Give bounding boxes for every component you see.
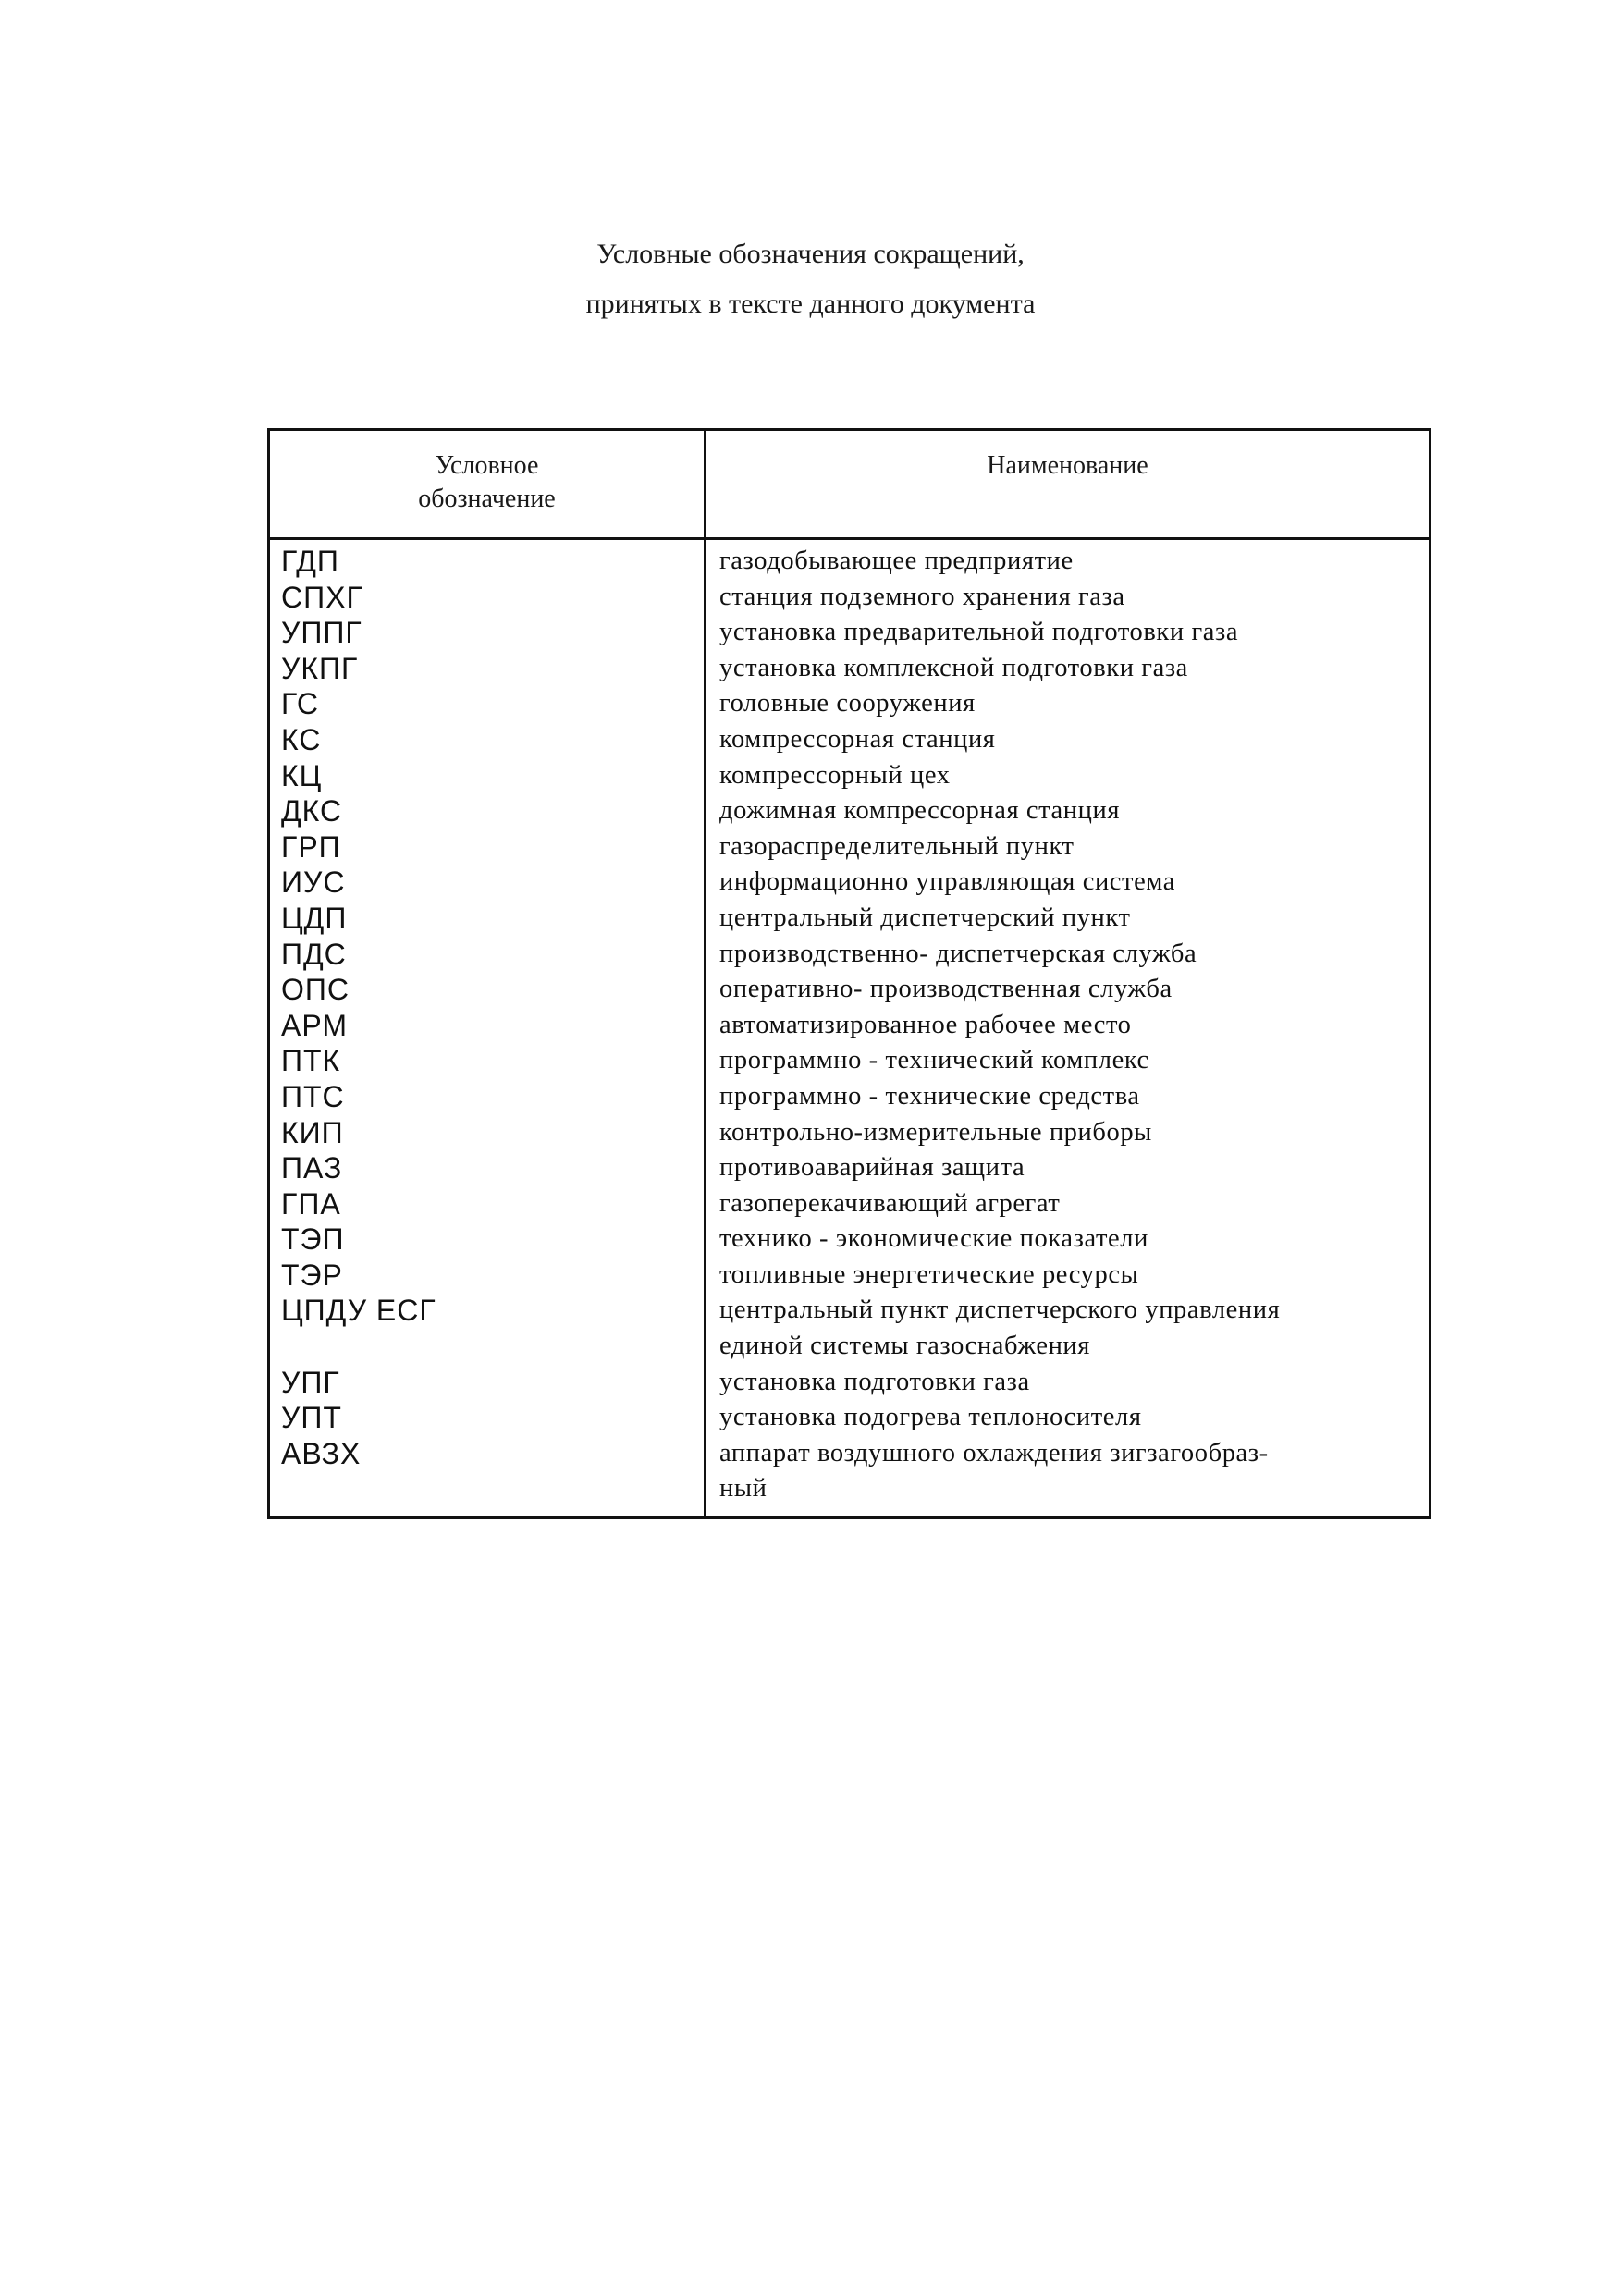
heading-line-2: принятых в тексте данного документа xyxy=(585,289,1036,319)
table-row-name xyxy=(719,1150,1429,1186)
table-row-name xyxy=(719,651,1429,687)
abbreviation-cell: УППГ xyxy=(281,616,362,650)
table-row-name xyxy=(719,901,1429,937)
abbreviation-cell: ПТК xyxy=(281,1044,341,1078)
table-row-name xyxy=(719,1365,1429,1401)
abbreviation-cell: ДКС xyxy=(281,794,343,829)
abbreviation-cell: КЦ xyxy=(281,758,323,792)
table-row-name xyxy=(719,1115,1429,1151)
table-row-abbreviation xyxy=(281,1436,704,1507)
name-cell: центральный диспетчерский пункт xyxy=(719,902,1131,932)
abbreviation-cell: ПАЗ xyxy=(281,1151,343,1185)
name-cell: ный xyxy=(719,1474,768,1504)
name-cell: производственно- диспетчерская служба xyxy=(719,939,1197,968)
table-row-abbreviation xyxy=(281,544,704,580)
name-cell: газодобывающее предприятие xyxy=(719,546,1074,575)
table-row-name xyxy=(719,580,1429,616)
abbreviation-cell: ГРП xyxy=(281,829,341,864)
table-row-name xyxy=(719,1258,1429,1294)
name-cell: компрессорный цех xyxy=(719,760,951,790)
name-cell: головные сооружения xyxy=(719,689,976,718)
table-row-abbreviation xyxy=(281,1008,704,1044)
abbreviation-cell: ГС xyxy=(281,687,319,721)
table-row-abbreviation xyxy=(281,1115,704,1151)
table-row-abbreviation xyxy=(281,1365,704,1401)
table-row-abbreviation xyxy=(281,1293,704,1364)
table-row-abbreviation xyxy=(281,758,704,794)
table-row-abbreviation xyxy=(281,1222,704,1258)
table-row-abbreviation xyxy=(281,1186,704,1222)
table-row-name xyxy=(719,1008,1429,1044)
table-row-name xyxy=(719,972,1429,1008)
table-row-abbreviation xyxy=(281,615,704,651)
abbreviation-cell: УПГ xyxy=(281,1365,340,1399)
name-cell: дожимная компрессорная станция xyxy=(719,796,1121,826)
name-cell: автоматизированное рабочее место xyxy=(719,1010,1132,1039)
name-cell: оперативно- производственная служба xyxy=(719,975,1173,1004)
name-cell: программно - технический комплекс xyxy=(719,1046,1149,1075)
table-row-abbreviation xyxy=(281,793,704,829)
name-cell: станция подземного хранения газа xyxy=(719,582,1125,611)
name-column xyxy=(706,540,1429,1516)
abbreviation-cell: СПХГ xyxy=(281,580,363,614)
name-cell: компрессорная станция xyxy=(719,724,996,754)
abbreviation-cell: ЦДП xyxy=(281,901,348,935)
table-row-abbreviation xyxy=(281,1150,704,1186)
table-row-name xyxy=(719,865,1429,901)
name-cell: газораспределительный пункт xyxy=(719,831,1075,861)
abbreviation-cell: ТЭР xyxy=(281,1258,343,1292)
table-row-abbreviation xyxy=(281,1258,704,1294)
abbreviation-cell-spacer xyxy=(281,1329,704,1365)
table-header xyxy=(270,431,1429,540)
header-name-label: Наименование xyxy=(987,451,1148,480)
header-abbreviation xyxy=(270,431,706,537)
table-row-abbreviation xyxy=(281,580,704,616)
abbreviation-cell: ГПА xyxy=(281,1186,341,1221)
name-cell: установка предварительной подготовки газа xyxy=(719,618,1239,647)
header-name xyxy=(706,431,1429,537)
table-row-name xyxy=(719,615,1429,651)
table-row-abbreviation xyxy=(281,901,704,937)
table-row-abbreviation xyxy=(281,686,704,722)
page-heading xyxy=(0,229,1621,329)
abbreviation-cell: АРМ xyxy=(281,1008,348,1042)
name-cell: топливные энергетические ресурсы xyxy=(719,1259,1139,1289)
table-row-abbreviation xyxy=(281,1043,704,1079)
table-row-name xyxy=(719,1436,1429,1507)
abbreviation-cell-spacer xyxy=(281,1471,704,1507)
name-cell: противоаварийная защита xyxy=(719,1153,1025,1183)
name-cell: установка комплексной подготовки газа xyxy=(719,653,1188,682)
name-cell: информационно управляющая система xyxy=(719,867,1176,897)
table-row-abbreviation xyxy=(281,651,704,687)
table-body xyxy=(270,540,1429,1516)
abbreviation-cell: ПДС xyxy=(281,937,347,971)
table-row-abbreviation xyxy=(281,937,704,973)
table-row-name xyxy=(719,937,1429,973)
name-cell: технико - экономические показатели xyxy=(719,1224,1148,1254)
table-row-abbreviation xyxy=(281,865,704,901)
table-row-abbreviation xyxy=(281,1079,704,1115)
table-row-name xyxy=(719,1222,1429,1258)
table-row-abbreviation xyxy=(281,972,704,1008)
name-cell: единой системы газоснабжения xyxy=(719,1332,1090,1361)
header-abbreviation-line-2: обозначение xyxy=(418,485,556,513)
name-cell: центральный пункт диспетчерского управления xyxy=(719,1295,1281,1325)
table-row-name xyxy=(719,758,1429,794)
table-row-name xyxy=(719,686,1429,722)
abbreviation-cell: ПТС xyxy=(281,1079,345,1113)
name-cell: установка подогрева теплоносителя xyxy=(719,1403,1142,1432)
table-row-abbreviation xyxy=(281,829,704,866)
abbreviation-cell: ГДП xyxy=(281,545,339,578)
name-cell: газоперекачивающий агрегат xyxy=(719,1188,1061,1218)
table-row-name xyxy=(719,793,1429,829)
table-row-name xyxy=(719,829,1429,866)
abbreviation-cell: КИП xyxy=(281,1115,344,1149)
abbreviation-cell: КС xyxy=(281,722,322,756)
abbreviation-cell: ИУС xyxy=(281,866,346,900)
abbreviation-cell: АВЗХ xyxy=(281,1436,362,1470)
name-cell: программно - технические средства xyxy=(719,1081,1140,1111)
heading-line-1: Условные обозначения сокращений, xyxy=(596,239,1025,269)
header-abbreviation-line-1: Условное xyxy=(435,451,539,480)
abbreviation-column xyxy=(270,540,706,1516)
abbreviation-cell: УПТ xyxy=(281,1401,342,1435)
name-cell: установка подготовки газа xyxy=(719,1367,1030,1396)
name-cell: аппарат воздушного охлаждения зигзагообраз- xyxy=(719,1438,1269,1467)
table-row-name xyxy=(719,1400,1429,1436)
table-row-name xyxy=(719,1293,1429,1364)
table-row-name xyxy=(719,544,1429,580)
abbreviation-cell: ТЭП xyxy=(281,1222,345,1257)
abbreviations-table xyxy=(267,428,1431,1519)
table-row-abbreviation xyxy=(281,722,704,758)
table-row-name xyxy=(719,1043,1429,1079)
table-row-abbreviation xyxy=(281,1400,704,1436)
table-row-name xyxy=(719,722,1429,758)
abbreviation-cell: ОПС xyxy=(281,973,350,1007)
name-cell: контрольно-измерительные приборы xyxy=(719,1117,1152,1147)
abbreviation-cell: УКПГ xyxy=(281,651,359,685)
table-row-name xyxy=(719,1186,1429,1222)
table-row-name xyxy=(719,1079,1429,1115)
abbreviation-cell: ЦПДУ ЕСГ xyxy=(281,1294,436,1328)
